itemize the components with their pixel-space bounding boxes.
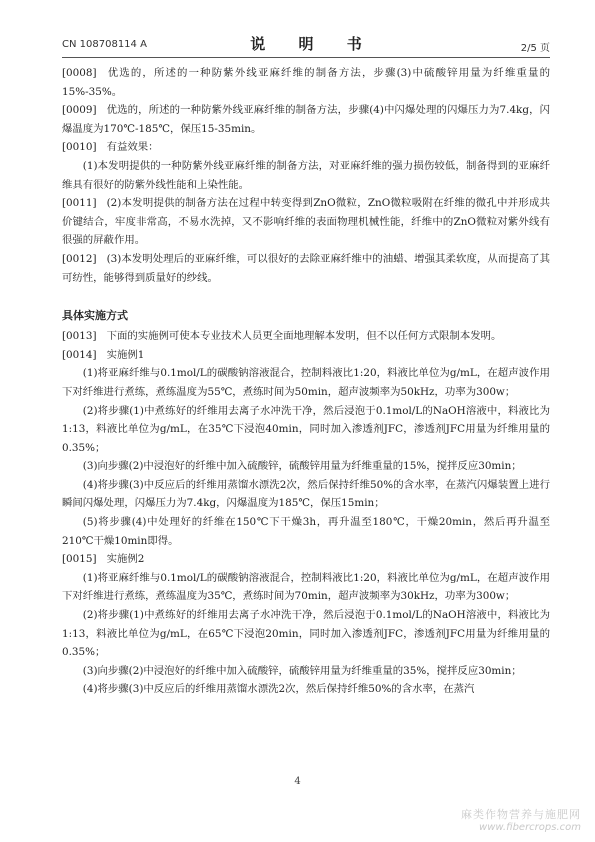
- example2-step-4: [62, 680, 550, 699]
- page-number: 4: [294, 776, 301, 787]
- step-text: (2)将步骤(1)中煮练好的纤维用去离子水冲洗干净，然后浸泡于0.1mol/L的NaOH溶液中，料液比为1:13，料液比单位为g/mL，在65℃下浸泡20min，同时加入渗透剂JFC，渗透剂JFC用量为纤维用量的0.35%；: [62, 609, 550, 659]
- paragraph-number: [0009]: [62, 104, 97, 117]
- paragraph-0015: [62, 550, 550, 569]
- example1-step-1: [62, 364, 550, 401]
- paragraph-0011: [62, 194, 550, 250]
- paragraph-number: [0008]: [62, 67, 97, 79]
- example2-step-3: [62, 662, 550, 681]
- paragraph-text: 下面的实施例可使本专业技术人员更全面地理解本发明，但不以任何方式限制本发明。: [106, 330, 502, 343]
- paragraph-text: (3)本发明处理后的亚麻纤维，可以很好的去除亚麻纤维中的油蜡、增强其柔软度，从而提高了其可纺性，能够得到质量好的纱线。: [62, 252, 550, 284]
- step-text: (1)将亚麻纤维与0.1mol/L的碳酸钠溶液混合，控制料液比1:20，料液比单位为g/mL，在超声波作用下对纤维进行煮练，煮练温度为55℃，煮练时间为50min，超声波频率为50kHz，功率为300w；: [62, 367, 550, 398]
- paragraph-number: [0013]: [62, 330, 97, 343]
- watermark-title: 麻类作物营养与施肥网: [461, 808, 581, 821]
- effect-1: [62, 157, 550, 194]
- example-heading: 实施例1: [106, 348, 145, 361]
- paragraph-0014: [62, 346, 550, 365]
- header-divider: [62, 57, 550, 58]
- paragraph-text: 优选的，所述的一种防紫外线亚麻纤维的制备方法，步骤(4)中闪爆处理的闪爆压力为7.4kg，闪爆温度为170℃-185℃，保压15-35min。: [62, 104, 550, 135]
- paragraph-0013: [62, 327, 550, 346]
- paragraph-text: (1)本发明提供的一种防紫外线亚麻纤维的制备方法，对亚麻纤维的强力损伤较低，制备得到的亚麻纤维具有很好的防紫外线性能和上染性能。: [62, 159, 550, 191]
- section-title: 具体实施方式: [62, 309, 128, 323]
- paragraph-0009: [62, 101, 550, 138]
- paragraph-0010: [62, 138, 550, 157]
- step-text: (4)将步骤(3)中反应后的纤维用蒸馏水漂洗2次，然后保持纤维50%的含水率，在蒸汽闪爆装置上进行瞬间闪爆处理，闪爆压力为7.4kg，闪爆温度为185℃，保压15min；: [62, 478, 550, 510]
- step-text: (2)将步骤(1)中煮练好的纤维用去离子水冲洗干净，然后浸泡于0.1mol/L的NaOH溶液中，料液比为1:13，料液比单位为g/mL，在35℃下浸泡40min，同时加入渗透剂JFC，渗透剂JFC用量为纤维用量的0.35%；: [62, 404, 550, 454]
- step-text: (4)将步骤(3)中反应后的纤维用蒸馏水漂洗2次，然后保持纤维50%的含水率，在蒸汽: [82, 683, 475, 696]
- example1-step-3: [62, 457, 550, 476]
- step-text: (3)向步骤(2)中浸泡好的纤维中加入硫酸锌，硫酸锌用量为纤维重量的15%，搅拌反应30min；: [82, 460, 522, 473]
- page-header: [62, 33, 550, 55]
- paragraph-0008: [62, 64, 550, 101]
- paragraph-number: [0015]: [62, 553, 97, 566]
- paragraph-number: [0010]: [62, 141, 97, 154]
- paragraph-text: 优选的，所述的一种防紫外线亚麻纤维的制备方法，步骤(3)中硫酸锌用量为纤维重量的15%-35%。: [62, 67, 550, 98]
- paragraph-text: 有益效果：: [106, 141, 159, 154]
- step-text: (5)将步骤(4)中处理好的纤维在150℃下干燥3h，再升温至180℃，干燥20min，然后再升温至210℃干燥10min即得。: [62, 516, 550, 547]
- paragraph-text: (2)本发明提供的制备方法在过程中转变得到ZnO微粒，ZnO微粒吸附在纤维的微孔中并形成共价键结合，牢度非常高，不易水洗掉，又不影响纤维的表面物理机械性能，纤维中的ZnO微粒对紫外线有很强的屏蔽作用。: [62, 197, 550, 247]
- example1-step-4: [62, 476, 550, 513]
- watermark-url: www.fibercrops.com: [479, 822, 581, 833]
- example1-step-2: [62, 402, 550, 458]
- example2-step-1: [62, 569, 550, 606]
- paragraph-number: [0011]: [62, 197, 97, 210]
- example1-step-5: [62, 513, 550, 550]
- step-text: (1)将亚麻纤维与0.1mol/L的碳酸钠溶液混合，控制料液比1:20，料液比单位为g/mL，在超声波作用下对纤维进行煮练，煮练温度为35℃，煮练时间为70min，超声波频率为30kHz，功率为300w；: [62, 571, 550, 603]
- document-body: [62, 64, 550, 699]
- paragraph-number: [0014]: [62, 348, 97, 361]
- example-heading: 实施例2: [106, 553, 145, 566]
- patent-number: CN 108708114 A: [62, 39, 147, 50]
- document-title: 说 明 书: [250, 35, 376, 53]
- example2-step-2: [62, 606, 550, 662]
- page-indicator: 2/5 页: [520, 43, 550, 54]
- watermark: [461, 806, 581, 833]
- step-text: (3)向步骤(2)中浸泡好的纤维中加入硫酸锌，硫酸锌用量为纤维重量的35%，搅拌反应30min；: [82, 664, 522, 677]
- paragraph-0012: [62, 250, 550, 287]
- paragraph-number: [0012]: [62, 252, 97, 265]
